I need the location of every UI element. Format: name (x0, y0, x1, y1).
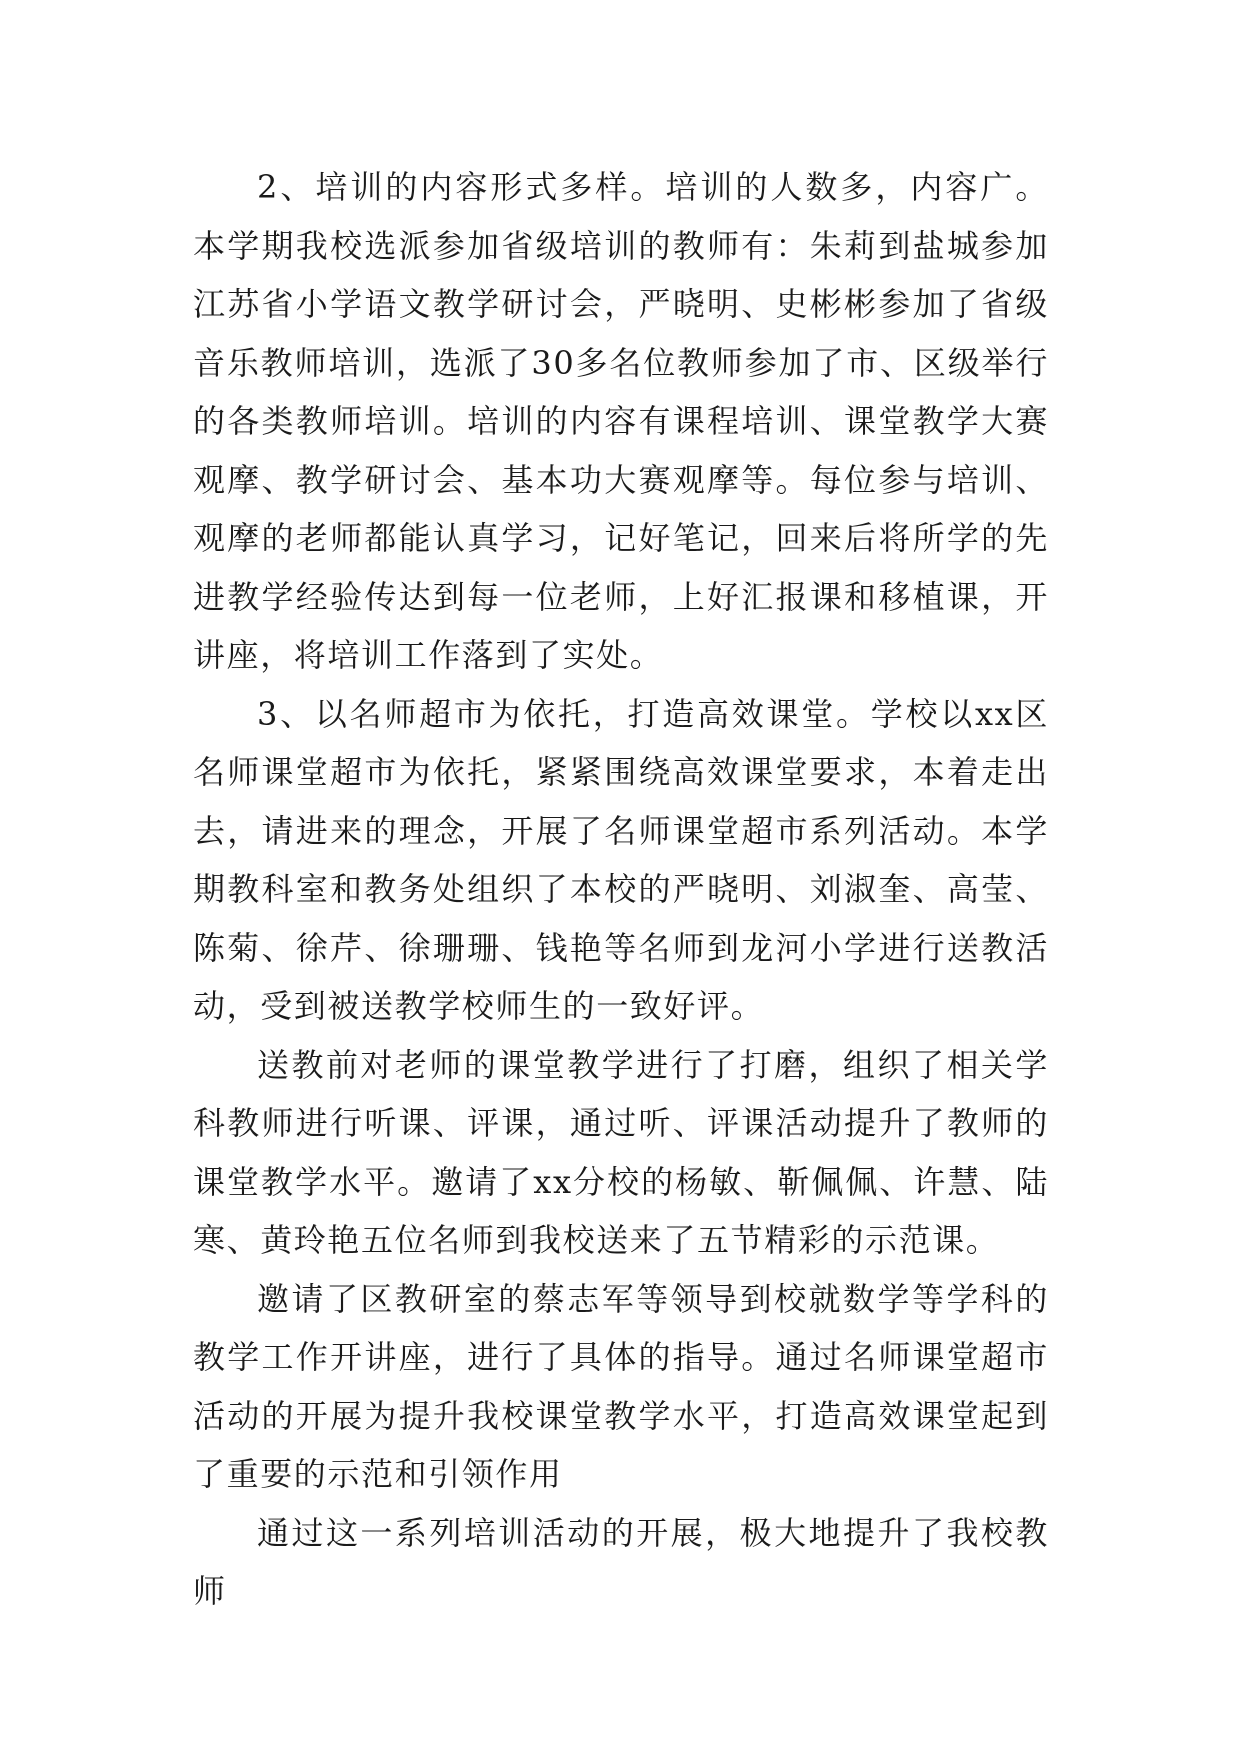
paragraph-training-content: 2、培训的内容形式多样。培训的人数多，内容广。本学期我校选派参加省级培训的教师有：朱莉到盐城参加江苏省小学语文教学研讨会，严晓明、史彬彬参加了省级音乐教师培训，选派了30多名位教师参加了市、区级举行的各类教师培训。培训的内容有课程培训、课堂教学大赛观摩、教学研讨会、基本功大赛观摩等。每位参与培训、观摩的老师都能认真学习，记好笔记，回来后将所学的先进教学经验传达到每一位老师，上好汇报课和移植课，开讲座，将培训工作落到了实处。 (193, 168, 1049, 674)
paragraph-conclusion-start: 通过这一系列培训活动的开展，极大地提升了我校教师 (193, 1513, 1049, 1610)
paragraph-famous-teacher-market: 3、以名师超市为依托，打造高效课堂。学校以xx区名师课堂超市为依托，紧紧围绕高效课堂要求，本着走出去，请进来的理念，开展了名师课堂超市系列活动。本学期教科室和教务处组织了本校的严晓明、刘淑奎、高莹、陈菊、徐芹、徐珊珊、钱艳等名师到龙河小学进行送教活动，受到被送教学校师生的一致好评。 (193, 694, 1049, 1025)
paragraph-polishing-lessons: 送教前对老师的课堂教学进行了打磨，组织了相关学科教师进行听课、评课，通过听、评课活动提升了教师的课堂教学水平。邀请了xx分校的杨敏、靳佩佩、许慧、陆寒、黄玲艳五位名师到我校送来了五节精彩的示范课。 (193, 1045, 1049, 1259)
paragraph-invited-lectures: 邀请了区教研室的蔡志军等领导到校就数学等学科的教学工作开讲座，进行了具体的指导。通过名师课堂超市活动的开展为提升我校课堂教学水平，打造高效课堂起到了重要的示范和引领作用 (193, 1279, 1049, 1493)
document-body (193, 158, 1049, 1621)
